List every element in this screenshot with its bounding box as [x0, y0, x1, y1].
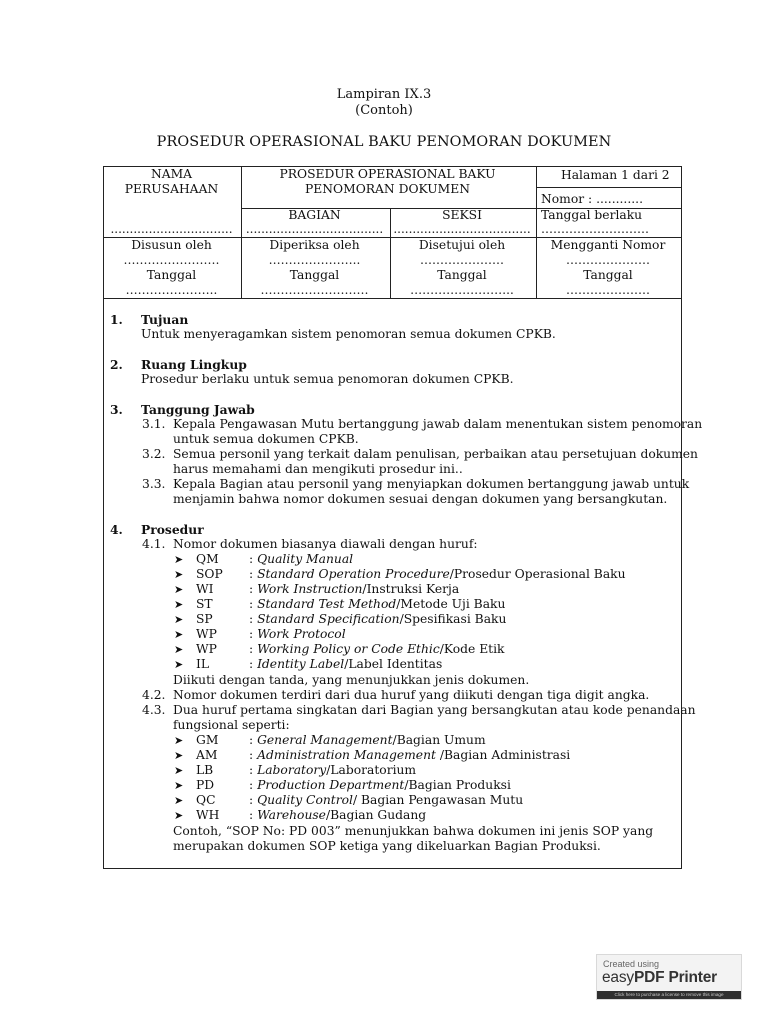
list-indonesian-term: /Instruksi Kerja: [362, 582, 460, 596]
section-1-text: Untuk menyeragamkan sistem penomoran semua dokumen CPKB.: [141, 327, 556, 341]
list-description: [249, 582, 459, 596]
section-2-title: Ruang Lingkup: [141, 357, 247, 372]
item-4-1-text: Nomor dokumen biasanya diawali dengan huruf:: [173, 537, 478, 551]
list-english-term: Administration Management: [257, 748, 436, 762]
list-code: IL: [196, 657, 210, 671]
list-indonesian-term: /Bagian Produksi: [404, 778, 511, 792]
section-field: ....................................: [393, 222, 531, 236]
list-code: ST: [196, 597, 213, 611]
list-code: SOP: [196, 567, 223, 581]
list-description: [249, 567, 626, 581]
list-english-term: General Management: [257, 733, 393, 747]
example-line-1: Contoh, “SOP No: PD 003” menunjukkan bahwa dokumen ini jenis SOP yang: [173, 824, 654, 838]
list-separator: :: [249, 612, 258, 626]
list-code: LB: [196, 763, 214, 777]
list-separator: :: [249, 748, 258, 762]
department-label: BAGIAN: [288, 208, 341, 222]
example-label: (Contoh): [355, 103, 413, 118]
item-4-3-line-2: fungsional seperti:: [173, 718, 290, 732]
item-3-1-number: 3.1.: [142, 417, 166, 431]
list-english-term: Quality Manual: [257, 552, 354, 566]
badge-brand: easyPDF Printer: [602, 969, 718, 986]
badge-created-text: Created using: [603, 959, 660, 969]
list-english-term: Standard Operation Procedure: [257, 567, 450, 581]
section-4-number: 4.: [110, 522, 123, 537]
arrowhead-bullet-icon: ➤: [174, 613, 184, 626]
item-3-2-line-1: Semua personil yang terkait dalam penulisan, perbaikan atau persetujuan dokumen: [173, 447, 698, 461]
list-english-term: Identity Label: [257, 657, 345, 671]
arrowhead-bullet-icon: ➤: [174, 749, 184, 762]
arrowhead-bullet-icon: ➤: [174, 568, 184, 581]
item-4-1-after: Diikuti dengan tanda, yang menunjukkan jenis dokumen.: [173, 673, 530, 687]
arrowhead-bullet-icon: ➤: [174, 764, 184, 777]
list-description: [249, 642, 505, 656]
company-name-label: NAMA PERUSAHAAN: [124, 167, 219, 196]
section-1-title: Tujuan: [141, 312, 189, 327]
list-description: [249, 612, 506, 626]
list-code: WP: [196, 627, 217, 641]
list-english-term: Working Policy or Code Ethic: [257, 642, 440, 656]
list-indonesian-term: /Bagian Gudang: [325, 808, 427, 822]
item-3-1-line-1: Kepala Pengawasan Mutu bertanggung jawab dalam menentukan sistem penomoran: [173, 417, 703, 431]
list-separator: :: [249, 657, 258, 671]
list-description: [249, 597, 505, 611]
item-3-3-line-1: Kepala Bagian atau personil yang menyiapkan dokumen bertanggung jawab untuk: [173, 477, 690, 491]
section-4-title: Prosedur: [141, 522, 204, 537]
list-indonesian-term: /Label Identitas: [344, 657, 443, 671]
section-2-text: Prosedur berlaku untuk semua penomoran dokumen CPKB.: [141, 372, 514, 386]
item-4-3-line-1: Dua huruf pertama singkatan dari Bagian yang bersangkutan atau kode penandaan: [173, 703, 696, 717]
list-english-term: Laboratory: [257, 763, 327, 777]
section-3-title: Tanggung Jawab: [141, 402, 255, 417]
item-3-3-line-2: menjamin bahwa nomor dokumen sesuai dengan dokumen yang bersangkutan.: [173, 492, 668, 506]
list-indonesian-term: /Metode Uji Baku: [396, 597, 506, 611]
list-description: [249, 763, 416, 777]
list-indonesian-term: /Kode Etik: [439, 642, 505, 656]
list-description: [249, 778, 511, 792]
list-description: [249, 552, 353, 566]
list-description: [249, 627, 346, 641]
list-english-term: Production Department: [257, 778, 405, 792]
company-name-field: ................................: [110, 222, 233, 236]
sop-name: PROSEDUR OPERASIONAL BAKU PENOMORAN DOKUMEN: [279, 167, 496, 196]
example-line-2: merupakan dokumen SOP ketiga yang dikeluarkan Bagian Produksi.: [173, 839, 601, 853]
checked-by-block: Diperiksa oleh ………………….. Tanggal ………………………: [260, 238, 369, 297]
effective-date-field: ………………………: [541, 222, 649, 236]
list-code: GM: [196, 733, 219, 747]
list-separator: :: [249, 567, 258, 581]
list-english-term: Standard Test Method: [257, 597, 397, 611]
document-title: PROSEDUR OPERASIONAL BAKU PENOMORAN DOKUMEN: [156, 134, 612, 150]
section-2-number: 2.: [110, 357, 123, 372]
list-separator: :: [249, 778, 258, 792]
approved-by-block: Disetujui oleh ………………… Tanggal ……………………..: [410, 238, 514, 297]
section-label: SEKSI: [442, 208, 482, 222]
list-description: [249, 748, 570, 762]
item-3-1-line-2: untuk semua dokumen CPKB.: [173, 432, 359, 446]
list-indonesian-term: /Bagian Administrasi: [435, 748, 571, 762]
easypdf-badge[interactable]: [596, 954, 742, 1000]
list-code: SP: [196, 612, 213, 626]
list-separator: :: [249, 597, 258, 611]
document-number: Nomor : ............: [541, 192, 643, 206]
list-english-term: Work Protocol: [257, 627, 346, 641]
list-code: QM: [196, 552, 219, 566]
list-separator: :: [249, 733, 258, 747]
arrowhead-bullet-icon: ➤: [174, 794, 184, 807]
list-english-term: Work Instruction: [257, 582, 363, 596]
department-field: ....................................: [245, 222, 384, 236]
item-4-2-text: Nomor dokumen terdiri dari dua huruf yang diikuti dengan tiga digit angka.: [173, 688, 650, 702]
list-indonesian-term: / Bagian Pengawasan Mutu: [352, 793, 524, 807]
grid-line: [536, 187, 682, 188]
prepared-by-block: Disusun oleh …………………… Tanggal …………………..: [123, 238, 220, 297]
list-english-term: Warehouse: [257, 808, 326, 822]
list-indonesian-term: /Spesifikasi Baku: [399, 612, 507, 626]
item-3-3-number: 3.3.: [142, 477, 166, 491]
arrowhead-bullet-icon: ➤: [174, 553, 184, 566]
list-separator: :: [249, 642, 258, 656]
badge-license-link[interactable]: Click here to purchase a license to remove this image: [597, 991, 741, 999]
arrowhead-bullet-icon: ➤: [174, 658, 184, 671]
item-3-2-line-2: harus memahami dan mengikuti prosedur ini..: [173, 462, 463, 476]
list-code: WH: [196, 808, 220, 822]
section-3-number: 3.: [110, 402, 123, 417]
page-indicator: Halaman 1 dari 2: [561, 168, 670, 182]
list-code: PD: [196, 778, 215, 792]
arrowhead-bullet-icon: ➤: [174, 809, 184, 822]
item-3-2-number: 3.2.: [142, 447, 166, 461]
list-separator: :: [249, 793, 258, 807]
arrowhead-bullet-icon: ➤: [174, 628, 184, 641]
list-code: WI: [196, 582, 214, 596]
item-4-3-number: 4.3.: [142, 703, 166, 717]
arrowhead-bullet-icon: ➤: [174, 598, 184, 611]
list-description: [249, 808, 426, 822]
grid-line: [104, 298, 682, 299]
arrowhead-bullet-icon: ➤: [174, 779, 184, 792]
list-description: [249, 793, 523, 807]
item-4-2-number: 4.2.: [142, 688, 166, 702]
list-separator: :: [249, 552, 258, 566]
list-indonesian-term: /Bagian Umum: [392, 733, 486, 747]
replaces-number-block: Mengganti Nomor ………………… Tanggal …………………: [550, 238, 666, 297]
list-separator: :: [249, 808, 258, 822]
list-code: QC: [196, 793, 216, 807]
list-indonesian-term: /Prosedur Operasional Baku: [449, 567, 626, 581]
list-english-term: Quality Control: [257, 793, 353, 807]
section-1-number: 1.: [110, 312, 123, 327]
list-description: [249, 733, 486, 747]
list-separator: :: [249, 763, 258, 777]
appendix-label: Lampiran IX.3: [336, 87, 432, 102]
list-separator: :: [249, 582, 258, 596]
arrowhead-bullet-icon: ➤: [174, 643, 184, 656]
effective-date-label: Tanggal berlaku: [541, 208, 643, 222]
list-code: WP: [196, 642, 217, 656]
list-english-term: Standard Specification: [257, 612, 400, 626]
arrowhead-bullet-icon: ➤: [174, 734, 184, 747]
arrowhead-bullet-icon: ➤: [174, 583, 184, 596]
list-separator: :: [249, 627, 258, 641]
list-code: AM: [196, 748, 218, 762]
item-4-1-number: 4.1.: [142, 537, 166, 551]
list-indonesian-term: /Laboratorium: [326, 763, 417, 777]
list-description: [249, 657, 442, 671]
